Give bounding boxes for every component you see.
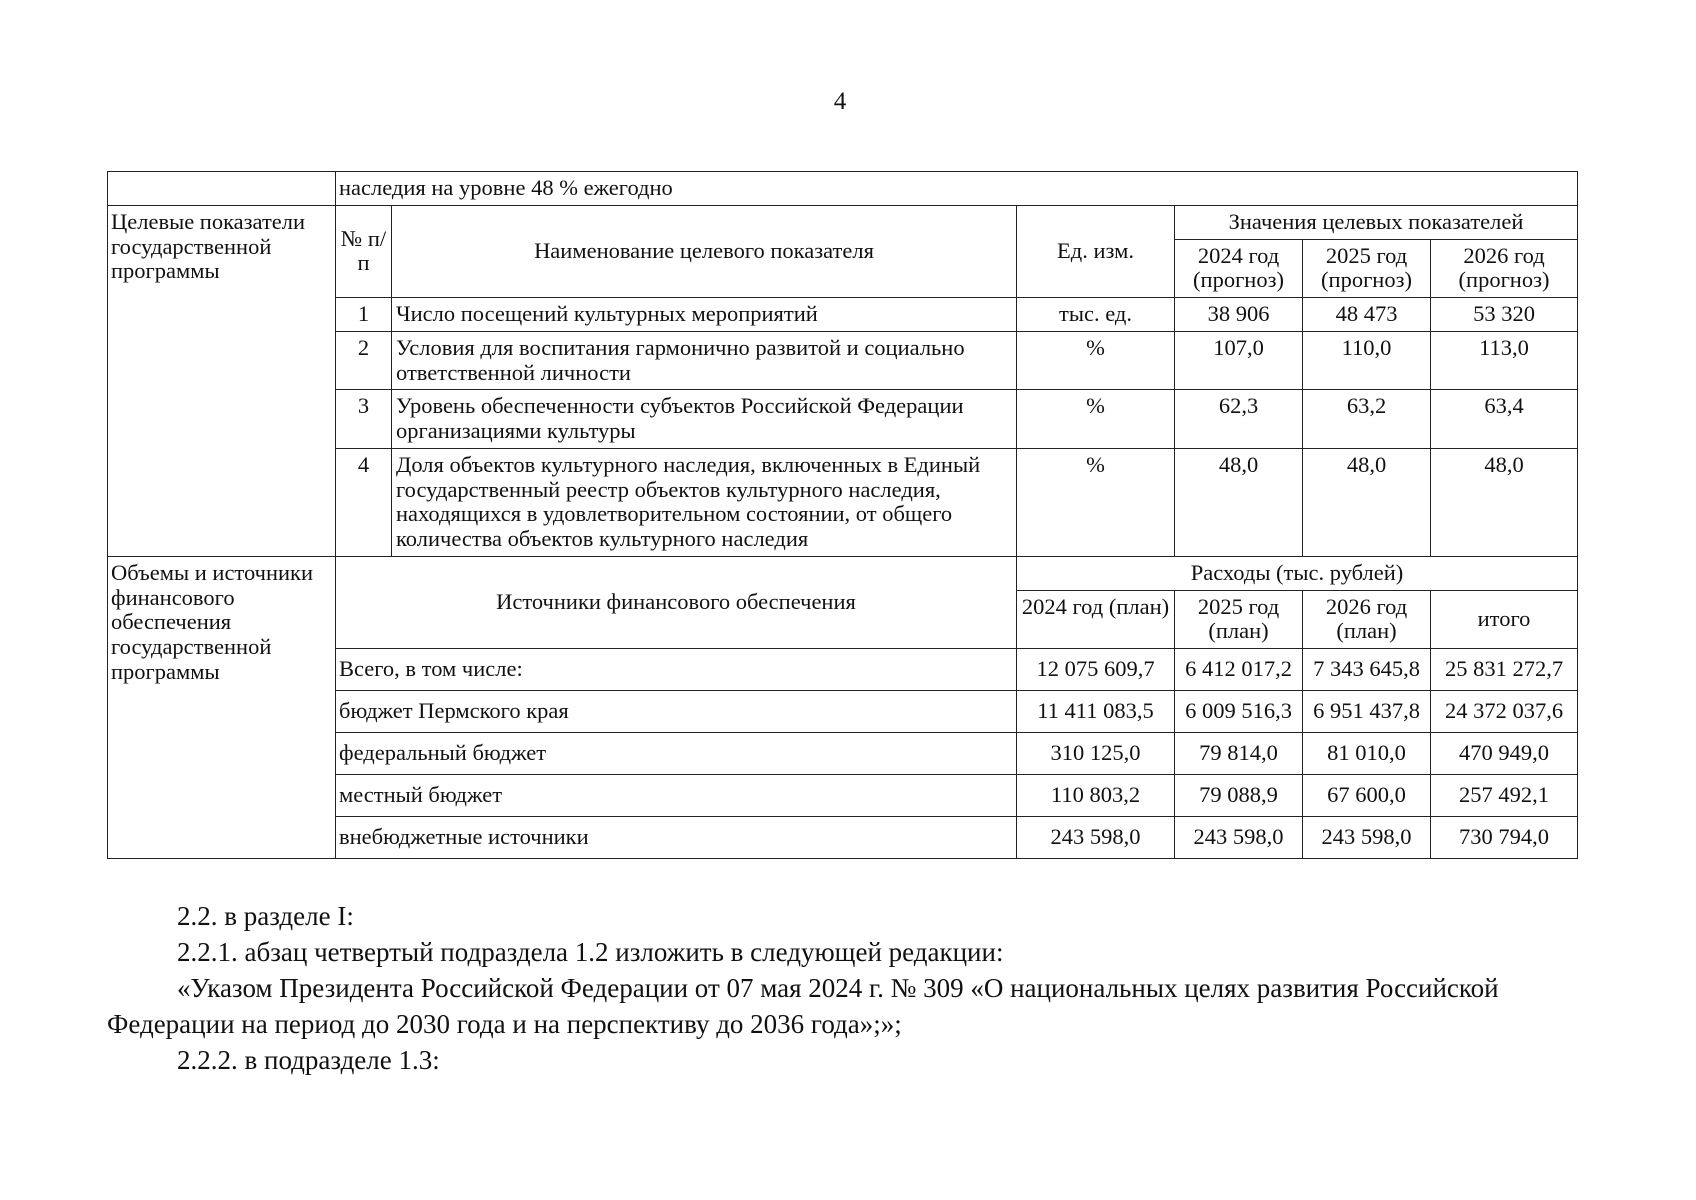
year-header-2024: 2024 год (прогноз) — [1175, 239, 1303, 298]
empty-label-cell — [108, 172, 336, 206]
paragraph: 2.2. в разделе I: — [177, 901, 354, 931]
total-header: итого — [1431, 590, 1578, 649]
continuation-text: наследия на уровне 48 % ежегодно — [336, 172, 1578, 206]
indicator-name: Уровень обеспеченности субъектов Российской Федерации организациями культуры — [392, 390, 1017, 449]
finance-value: 6 412 017,2 — [1175, 649, 1303, 691]
indicator-number: 4 — [336, 448, 392, 556]
indicator-number: 2 — [336, 331, 392, 390]
finance-value: 7 343 645,8 — [1303, 649, 1431, 691]
year-header-2026: 2026 год (прогноз) — [1431, 239, 1578, 298]
year-header-2025: 2025 год (прогноз) — [1303, 239, 1431, 298]
finance-header-row — [108, 556, 1578, 590]
indicators-section-label: Целевые показатели государственной программы — [108, 205, 336, 556]
finance-section-label: Объемы и источники финансового обеспечения государственной программы — [108, 556, 336, 858]
finance-total: 25 831 272,7 — [1431, 649, 1578, 691]
indicator-value: 113,0 — [1431, 331, 1578, 390]
indicators-header-row — [108, 205, 1578, 239]
indicator-value: 63,2 — [1303, 390, 1431, 449]
finance-value: 11 411 083,5 — [1017, 691, 1175, 733]
indicator-unit: % — [1017, 331, 1175, 390]
finance-source-name: местный бюджет — [336, 775, 1017, 817]
plan-year-2026: 2026 год (план) — [1303, 590, 1431, 649]
indicator-name: Число посещений культурных мероприятий — [392, 298, 1017, 332]
finance-value: 12 075 609,7 — [1017, 649, 1175, 691]
finance-value: 110 803,2 — [1017, 775, 1175, 817]
indicator-value: 48 473 — [1303, 298, 1431, 332]
indicator-value: 48,0 — [1303, 448, 1431, 556]
body-text — [107, 898, 1582, 1078]
indicator-value: 53 320 — [1431, 298, 1578, 332]
sources-header: Источники финансового обеспечения — [336, 556, 1017, 648]
program-passport-table — [107, 171, 1578, 859]
continuation-row — [108, 172, 1578, 206]
num-header: № п/п — [336, 205, 392, 297]
paragraph: «Указом Президента Российской Федерации от 07 мая 2024 г. № 309 «О национальных целях развития Российской Федерации на период до 2030 года и на перспективу до 2036 года»;»; — [107, 973, 1499, 1039]
finance-total: 257 492,1 — [1431, 775, 1578, 817]
indicator-number: 3 — [336, 390, 392, 449]
finance-value: 243 598,0 — [1303, 817, 1431, 859]
finance-value: 6 009 516,3 — [1175, 691, 1303, 733]
finance-value: 243 598,0 — [1017, 817, 1175, 859]
indicator-unit: тыс. ед. — [1017, 298, 1175, 332]
indicator-value: 38 906 — [1175, 298, 1303, 332]
indicator-unit: % — [1017, 448, 1175, 556]
finance-value: 6 951 437,8 — [1303, 691, 1431, 733]
indicator-name-header: Наименование целевого показателя — [392, 205, 1017, 297]
paragraph: 2.2.1. абзац четвертый подраздела 1.2 изложить в следующей редакции: — [177, 937, 1004, 967]
indicator-value: 48,0 — [1431, 448, 1578, 556]
unit-header: Ед. изм. — [1017, 205, 1175, 297]
finance-source-name: Всего, в том числе: — [336, 649, 1017, 691]
values-title: Значения целевых показателей — [1175, 205, 1578, 239]
paragraph: 2.2.2. в подразделе 1.3: — [177, 1045, 440, 1075]
finance-total: 730 794,0 — [1431, 817, 1578, 859]
expenses-title: Расходы (тыс. рублей) — [1017, 556, 1578, 590]
indicator-name: Доля объектов культурного наследия, включенных в Единый государственный реестр объектов культурного наследия, находящихся в удовлетворительном состоянии, от общего количества объектов культурного наследия — [392, 448, 1017, 556]
finance-total: 24 372 037,6 — [1431, 691, 1578, 733]
finance-total: 470 949,0 — [1431, 733, 1578, 775]
indicator-value: 63,4 — [1431, 390, 1578, 449]
finance-source-name: федеральный бюджет — [336, 733, 1017, 775]
finance-value: 79 088,9 — [1175, 775, 1303, 817]
finance-value: 310 125,0 — [1017, 733, 1175, 775]
finance-value: 243 598,0 — [1175, 817, 1303, 859]
plan-year-2024: 2024 год (план) — [1017, 590, 1175, 649]
plan-year-2025: 2025 год (план) — [1175, 590, 1303, 649]
page-number: 4 — [833, 88, 847, 115]
indicator-value: 62,3 — [1175, 390, 1303, 449]
finance-source-name: внебюджетные источники — [336, 817, 1017, 859]
indicator-value: 110,0 — [1303, 331, 1431, 390]
indicator-name: Условия для воспитания гармонично развитой и социально ответственной личности — [392, 331, 1017, 390]
finance-source-name: бюджет Пермского края — [336, 691, 1017, 733]
finance-value: 79 814,0 — [1175, 733, 1303, 775]
finance-value: 81 010,0 — [1303, 733, 1431, 775]
indicator-unit: % — [1017, 390, 1175, 449]
indicator-value: 107,0 — [1175, 331, 1303, 390]
indicator-number: 1 — [336, 298, 392, 332]
indicator-value: 48,0 — [1175, 448, 1303, 556]
finance-value: 67 600,0 — [1303, 775, 1431, 817]
